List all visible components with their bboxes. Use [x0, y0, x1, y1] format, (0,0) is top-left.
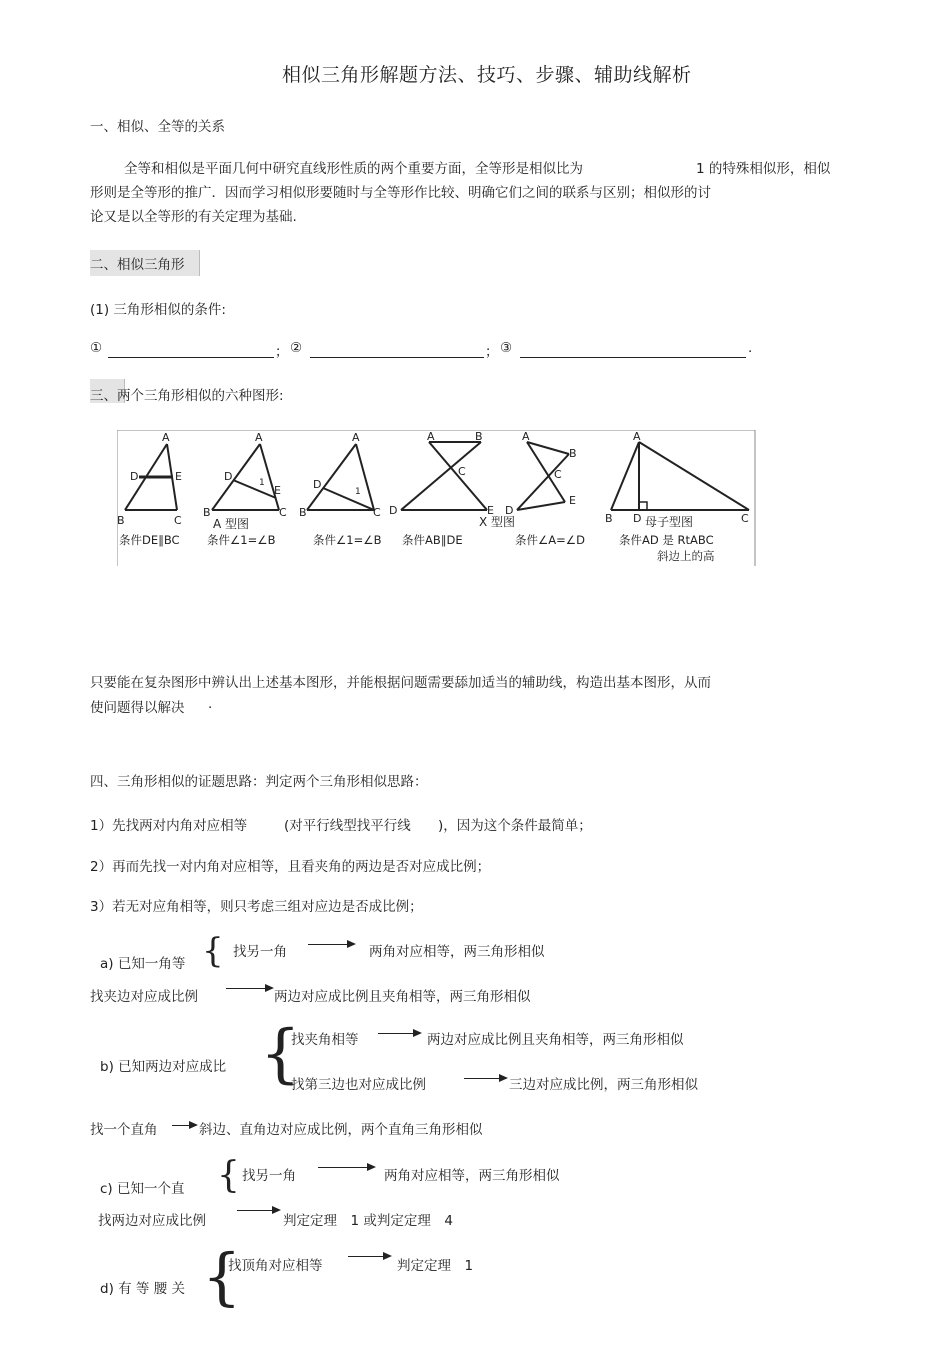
condition-text-3: 条件∠1=∠B	[313, 533, 382, 547]
fig2-label-d: D	[224, 470, 233, 483]
summary-line2-end: .	[208, 696, 213, 712]
fig5-label-a: A	[522, 430, 530, 443]
figure-6-right-triangle	[611, 442, 749, 510]
condition-marker-3: ③	[500, 340, 513, 356]
summary-line2: 使问题得以解决	[90, 700, 185, 716]
case-a-find2: 找夹边对应成比例	[90, 989, 198, 1005]
fig4-label-c: C	[458, 465, 466, 478]
case-b-result1: 两边对应成比例且夹角相等，两三角形相似	[427, 1032, 684, 1048]
condition-text-6b: 斜边上的高	[657, 549, 715, 563]
case-a-label: a) 已知一角等	[100, 956, 186, 972]
case-d-find1: 找顶角对应相等	[228, 1258, 323, 1274]
case-a-result2: 两边对应成比例且夹角相等，两三角形相似	[274, 989, 531, 1005]
step2: 2）再而先找一对内角对应相等，且看夹角的两边是否对应成比例；	[90, 859, 491, 875]
fig6-label-b: B	[605, 512, 613, 525]
fig5-label-e: E	[569, 494, 576, 507]
mother-child-type-label: 母子型图	[645, 515, 694, 529]
fig1-label-b: B	[117, 514, 125, 527]
case-c-find2: 找两边对应成比例	[98, 1213, 206, 1229]
figure-3-triangle	[307, 444, 374, 510]
condition-blank-1[interactable]	[108, 357, 274, 358]
condition-separator-1: ；	[275, 344, 289, 360]
case-b-find3: 找一个直角	[90, 1122, 158, 1138]
condition-text-2: 条件∠1=∠B	[207, 533, 276, 547]
condition-marker-2: ②	[290, 340, 303, 356]
section2-heading: 二、相似三角形	[90, 250, 200, 276]
case-c-brace: {	[217, 1155, 240, 1196]
fig1-label-a: A	[162, 431, 170, 444]
step1-part-b: (对平行线型找平行线	[284, 818, 411, 834]
case-b-arrow3	[172, 1125, 196, 1126]
step1-part-a: 1）先找两对内角对应相等	[90, 818, 248, 834]
section1-para-line3: 论又是以全等形的有关定理为基础.	[90, 209, 297, 225]
case-d-result1: 判定定理 1	[397, 1258, 474, 1274]
fig3-label-d: D	[313, 478, 322, 491]
case-a-arrow1	[308, 944, 354, 945]
condition-blank-2[interactable]	[310, 357, 484, 358]
condition-text-5: 条件∠A=∠D	[515, 533, 585, 547]
fig3-label-1: 1	[355, 487, 361, 497]
case-a-find1: 找另一角	[233, 944, 287, 960]
section1-heading: 一、相似、全等的关系	[90, 119, 225, 135]
fig5-label-c: C	[554, 468, 562, 481]
fig3-label-b: B	[299, 506, 307, 519]
figure-2-triangle	[212, 444, 279, 510]
page-title: 相似三角形解题方法、技巧、步骤、辅助线解析	[282, 64, 692, 86]
case-d-arrow1	[348, 1256, 390, 1257]
fig2-label-b: B	[203, 506, 211, 519]
fig4-label-a: A	[427, 430, 435, 443]
fig5-label-d: D	[505, 504, 514, 517]
case-d-label: d) 有 等 腰 关	[100, 1281, 186, 1297]
case-c-arrow1	[318, 1167, 374, 1168]
case-b-result2: 三边对应成比例，两三角形相似	[509, 1077, 698, 1093]
case-b-find2: 找第三边也对应成比例	[291, 1077, 426, 1093]
fig4-label-d: D	[389, 504, 398, 517]
condition-text-4: 条件AB∥DE	[402, 533, 463, 547]
fig4-label-e: E	[487, 504, 494, 517]
fig2-label-1: 1	[259, 478, 265, 488]
fig2-label-c: C	[279, 506, 287, 519]
fig6-label-a: A	[633, 430, 641, 443]
case-c-label: c) 已知一个直	[100, 1181, 185, 1197]
six-similar-figures	[117, 430, 757, 568]
fig4-label-b: B	[475, 430, 483, 443]
step1-part-c: )，因为这个条件最简单；	[438, 818, 592, 834]
section3-heading: 三、两个三角形相似的六种图形:	[90, 388, 284, 404]
case-b-result3: 斜边、直角边对应成比例，两个直角三角形相似	[199, 1122, 483, 1138]
fig6-label-c: C	[741, 512, 749, 525]
condition-separator-2: ；	[485, 344, 499, 360]
fig1-label-d: D	[130, 470, 139, 483]
fig2-label-e: E	[274, 484, 281, 497]
case-b-arrow2	[464, 1078, 506, 1079]
case-a-arrow2	[226, 988, 272, 989]
case-b-find1: 找夹角相等	[291, 1032, 359, 1048]
section1-para-line2: 形则是全等形的推广．因而学习相似形要随时与全等形作比较、明确它们之间的联系与区别；相似形的讨	[90, 185, 711, 201]
fig5-label-b: B	[569, 447, 577, 460]
a-type-label: A 型图	[213, 517, 250, 531]
condition-text-6a: 条件AD 是 RtABC	[619, 533, 714, 547]
condition-text-1: 条件DE∥BC	[119, 533, 180, 547]
section4-heading: 四、三角形相似的证题思路：判定两个三角形相似思路：	[90, 774, 428, 790]
case-c-arrow2	[237, 1210, 279, 1211]
condition-marker-1: ①	[90, 340, 103, 356]
step3: 3）若无对应角相等，则只考虑三组对应边是否成比例；	[90, 899, 423, 915]
section1-para-line1b: 1 的特殊相似形，相似	[696, 161, 831, 177]
fig1-label-c: C	[174, 514, 182, 527]
x-type-label: X 型图	[479, 515, 516, 529]
condition-blank-3[interactable]	[520, 357, 746, 358]
fig3-label-a: A	[352, 431, 360, 444]
similarity-conditions-label: (1) 三角形相似的条件:	[90, 302, 226, 318]
case-b-label: b) 已知两边对应成比	[100, 1059, 227, 1075]
fig2-label-a: A	[255, 431, 263, 444]
fig6-label-d: D	[633, 512, 642, 525]
fig1-label-e: E	[175, 470, 182, 483]
case-b-brace: {	[260, 1017, 301, 1091]
figure-4-x-shape	[401, 442, 487, 510]
fig3-label-c: C	[373, 506, 381, 519]
condition-end-period: .	[748, 340, 753, 356]
case-c-result1: 两角对应相等，两三角形相似	[384, 1168, 560, 1184]
case-d-brace: {	[202, 1240, 242, 1313]
case-c-find1: 找另一角	[242, 1168, 296, 1184]
summary-line1: 只要能在复杂图形中辨认出上述基本图形，并能根据问题需要舔加适当的辅助线，构造出基本图形，从而	[90, 675, 711, 691]
case-a-brace: {	[202, 931, 224, 971]
case-b-arrow1	[378, 1033, 420, 1034]
section1-para-line1a: 全等和相似是平面几何中研究直线形性质的两个重要方面，全等形是相似比为	[124, 161, 583, 177]
case-c-result2: 判定定理 1 或判定定理 4	[283, 1213, 453, 1229]
case-a-result1: 两角对应相等，两三角形相似	[369, 944, 545, 960]
